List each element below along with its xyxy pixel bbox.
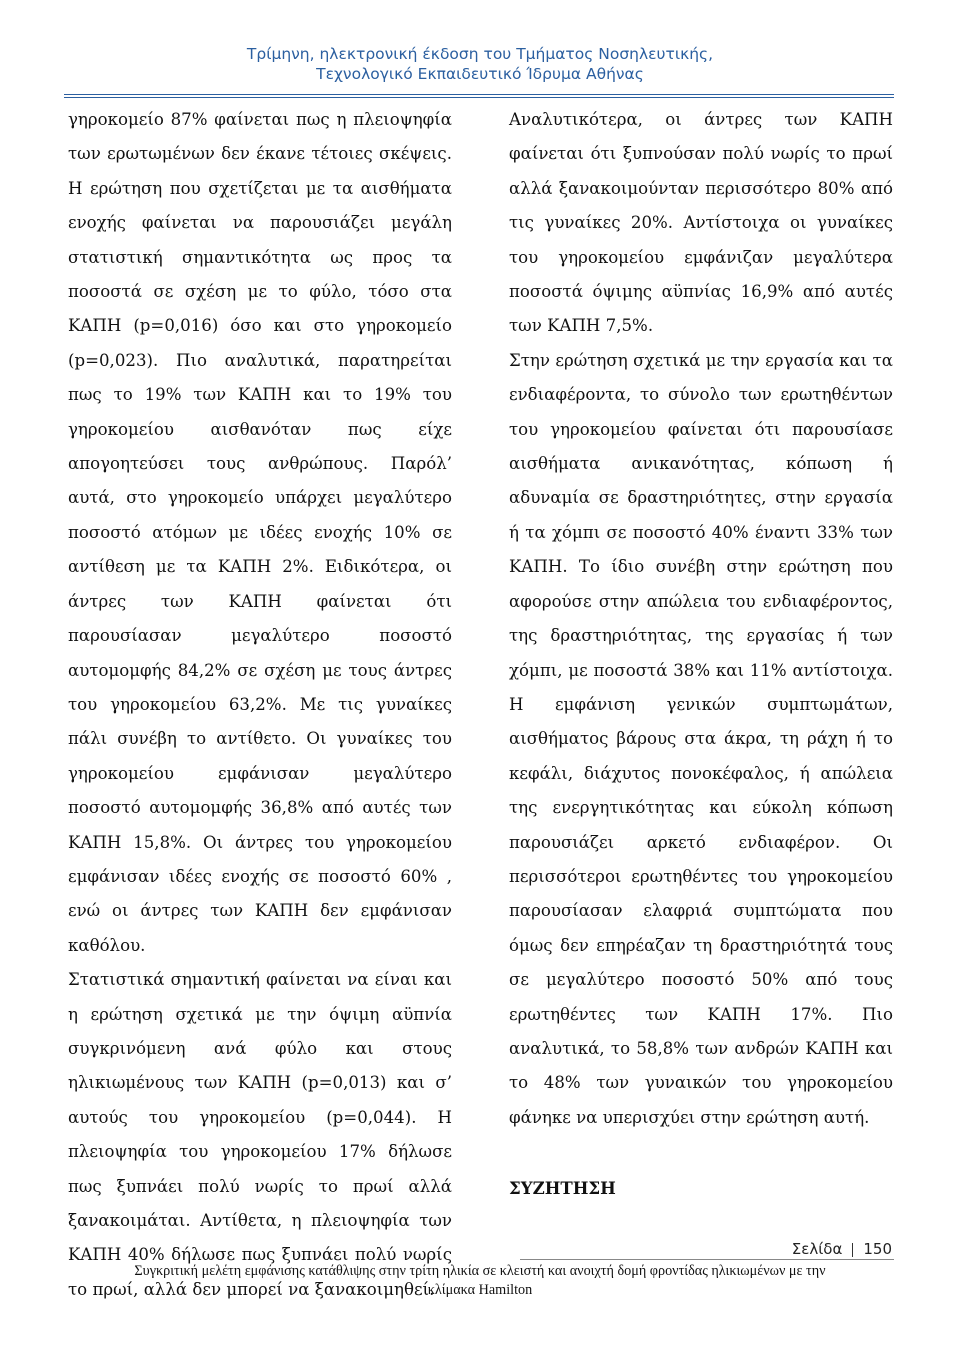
header-rule-thin	[64, 97, 894, 98]
left-paragraph-1: γηροκομείο 87% φαίνεται πως η πλειοψηφία των ερωτωμένων δεν έκανε τέτοιες σκέψεις. Η ερώτηση που σχετίζεται με τα αισθήματα ενοχής φαίνεται να παρουσιάζει μεγάλη στατιστική σημαντικότητα ως προς τα ποσοστά σε σχέση με το φύλο, τόσο στα ΚΑΠΗ (p=0,016) όσο και στο γηροκομείο (p=0,023). Πιο αναλυτικά, παρατηρείται πως το 19% των ΚΑΠΗ και το 19% του γηροκομείου αισθανόταν πως είχε απογοητεύσει τους ανθρώπους. Παρόλ’ αυτά, στο γηροκομείο υπάρχει μεγαλύτερο ποσοστό ατόμων με ιδέες ενοχής 10% σε αντίθεση με τα ΚΑΠΗ 2%. Ειδικότερα, οι άντρες των ΚΑΠΗ φαίνεται ότι παρουσίασαν μεγαλύτερο ποσοστό αυτομομφής 84,2% σε σχέση με τους άντρες του γηροκομείου 63,2%. Με τις γυναίκες πάλι συνέβη το αντίθετο. Οι γυναίκες του γηροκομείου εμφάνισαν μεγαλύτερο ποσοστό αυτομομφής 36,8% από αυτές των ΚΑΠΗ 15,8%. Οι άντρες του γηροκομείου εμφάνισαν ιδέες ενοχής σε ποσοστό 60% , ενώ οι άντρες των ΚΑΠΗ δεν εμφάνισαν καθόλου.	[68, 110, 452, 955]
journal-header	[0, 44, 960, 84]
section-heading-discussion: ΣΥΖΗΤΗΣΗ	[509, 1178, 616, 1199]
header-rule	[64, 94, 894, 95]
page-number-divider	[852, 1243, 853, 1257]
footer-line-2: κλίμακα Hamilton	[427, 1282, 533, 1298]
page-number	[792, 1240, 892, 1258]
left-column	[68, 103, 452, 1307]
footer-line-1: Συγκριτική μελέτη εμφάνισης κατάθλιψης στην τρίτη ηλικία σε κλειστή και ανοιχτή δομή φροντίδας ηλικιωμένων με την	[134, 1263, 826, 1279]
page-label: Σελίδα	[791, 1240, 843, 1258]
left-paragraph-2: Στατιστικά σημαντική φαίνεται να είναι και η ερώτηση σχετικά με την όψιμη αϋπνία συγκρινόμενη ανά φύλο και στους ηλικιωμένους των ΚΑΠΗ (p=0,013) και σ’ αυτούς του γηροκομείου (p=0,044). Η πλειοψηφία του γηροκομείου 17% δήλωσε πως ξυπνάει πολύ νωρίς το πρωί αλλά ξανακοιμάται. Αντίθετα, η πλειοψηφία των ΚΑΠΗ 40% δήλωσε πως ξυπνάει πολύ νωρίς το πρωί, αλλά δεν μπορεί να ξανακοιμηθεί.	[68, 970, 452, 1299]
right-column	[509, 103, 893, 1206]
page-number-value: 150	[863, 1240, 892, 1258]
article-footer	[0, 1262, 960, 1300]
header-line-1: Τρίμηνη, ηλεκτρονική έκδοση του Τμήματος Νοσηλευτικής,	[246, 45, 714, 63]
right-paragraph-2: Στην ερώτηση σχετικά με την εργασία και τα ενδιαφέροντα, το σύνολο των ερωτηθέντων του γηροκομείου φαίνεται ότι παρουσίασε αισθήματα ανικανότητας, κόπωση ή αδυναμία σε δραστηριότητες, στην εργασία ή τα χόμπι σε ποσοστό 40% έναντι 33% των ΚΑΠΗ. Το ίδιο συνέβη στην ερώτηση που αφορούσε στην απώλεια του ενδιαφέροντος, της δραστηριότητας, της εργασίας ή των χόμπι, με ποσοστά 38% και 11% αντίστοιχα. Η εμφάνιση γενικών συμπτωμάτων, αισθήματος βάρους στα άκρα, τη ράχη ή το κεφάλι, διάχυτος πονοκέφαλος, ή απώλεια της ενεργητικότητας και εύκολη κόπωση παρουσιάζει αρκετό ενδιαφέρον. Οι περισσότεροι ερωτηθέντες του γηροκομείου παρουσίασαν ελαφριά συμπτώματα που όμως δεν επηρέαζαν τη δραστηριότητά τους σε μεγαλύτερο ποσοστό 50% από τους ερωτηθέντες των ΚΑΠΗ 17%. Πιο αναλυτικά, το 58,8% των ανδρών ΚΑΠΗ και το 48% των γυναικών του γηροκομείου φάνηκε να υπερισχύει στην ερώτηση αυτή.	[509, 350, 893, 1127]
right-paragraph-1: Αναλυτικότερα, οι άντρες των ΚΑΠΗ φαίνεται ότι ξυπνούσαν πολύ νωρίς το πρωί αλλά ξανακοιμούνταν περισσότερο 80% από τις γυναίκες 20%. Αντίστοιχα οι γυναίκες του γηροκομείου εμφάνιζαν μεγαλύτερα ποσοστά όψιμης αϋπνίας 16,9% από αυτές των ΚΑΠΗ 7,5%.	[509, 110, 893, 336]
header-line-2: Τεχνολογικό Εκπαιδευτικό Ίδρυμα Αθήνας	[316, 65, 644, 83]
footer-rule	[520, 1259, 894, 1260]
